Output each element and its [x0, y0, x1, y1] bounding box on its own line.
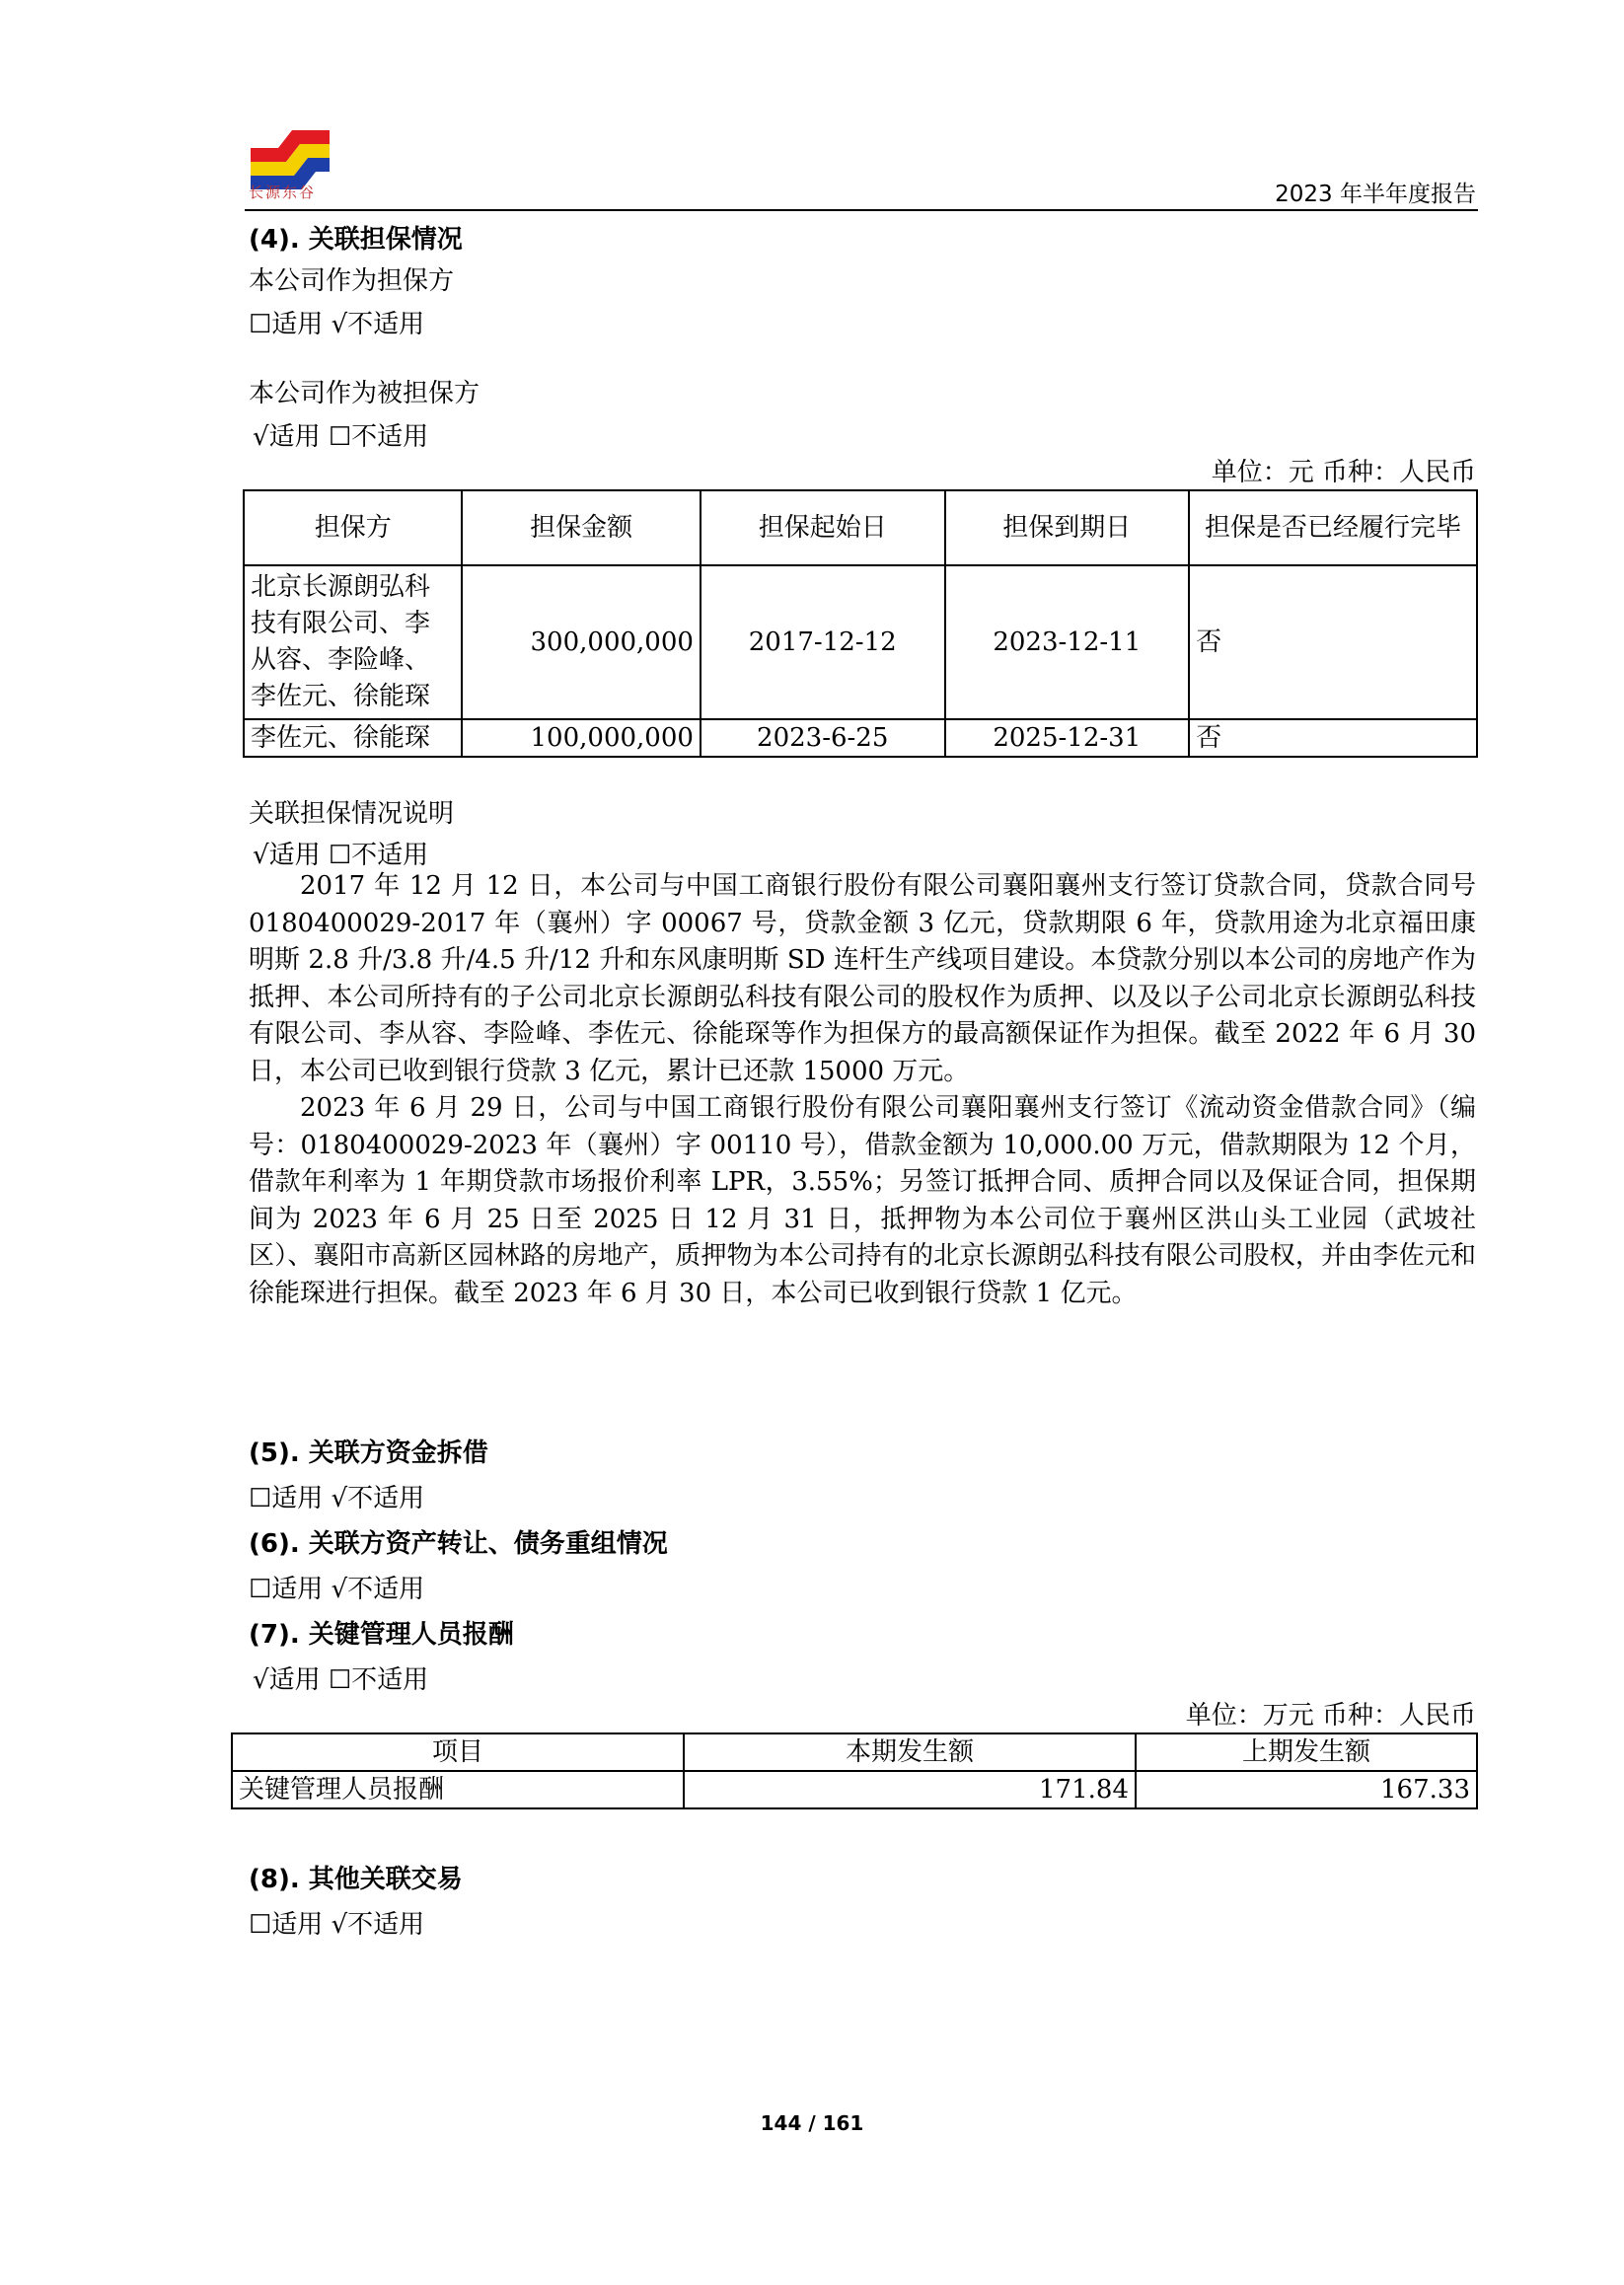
table-cell: 100,000,000 [462, 719, 701, 757]
page-number: 144 / 161 [760, 2111, 864, 2135]
table-header-cell: 项目 [232, 1733, 684, 1771]
explanation-paragraph: 2023 年 6 月 29 日，公司与中国工商银行股份有限公司襄阳襄州支行签订《流动资金借款合同》（编号：0180400029-2023 年（襄州）字 00110 号），借款金额为 10,000.00 万元，借款期限为 12 个月，借款年利率为 1 年期贷款市场报价利率 LPR，3.55%；另签订抵押合同、质押合同以及保证合同，担保期间为 2023 年 6 月 25 日至 2025 日 12 月 31 日，抵押物为本公司位于襄州区洪山头工业园（武坡社区）、襄阳市高新区园林路的房地产，质押物为本公司持有的北京长源朗弘科技有限公司股权，并由李佐元和徐能琛进行担保。截至 2023 年 6 月 30 日，本公司已收到银行贷款 1 亿元。 [249, 1093, 1476, 1308]
table-cell: 300,000,000 [462, 565, 701, 719]
section-6-option: ☐适用 √不适用 [249, 1575, 425, 1604]
table-header-cell: 担保方 [244, 490, 462, 565]
table-row [244, 719, 1477, 757]
explanation-text [249, 868, 1476, 1312]
compensation-unit: 单位：万元 币种：人民币 [1185, 1701, 1476, 1731]
compensation-table [231, 1732, 1478, 1809]
section-6-heading: (6). 关联方资产转让、债务重组情况 [249, 1529, 668, 1559]
table-header-cell: 担保是否已经履行完毕 [1189, 490, 1477, 565]
table-cell: 171.84 [684, 1771, 1136, 1808]
report-title: 2023 年半年度报告 [1275, 182, 1476, 207]
table-row [244, 565, 1477, 719]
table-cell: 167.33 [1136, 1771, 1477, 1808]
section-8-option: ☐适用 √不适用 [249, 1910, 425, 1940]
table-cell: 北京长源朗弘科技有限公司、李从容、李险峰、李佐元、徐能琛 [244, 565, 462, 719]
section-5-heading: (5). 关联方资金拆借 [249, 1438, 488, 1468]
as-guarantor-option: ☐适用 √不适用 [249, 310, 425, 339]
guarantee-unit: 单位：元 币种：人民币 [1211, 458, 1476, 487]
table-cell: 2023-6-25 [701, 719, 945, 757]
as-guaranteed-option: √适用 ☐不适用 [253, 422, 429, 452]
section-4-heading: (4). 关联担保情况 [249, 225, 463, 255]
explanation-option: √适用 ☐不适用 [253, 841, 429, 870]
table-header-cell: 担保起始日 [701, 490, 945, 565]
table-cell: 2023-12-11 [945, 565, 1190, 719]
section-7-option: √适用 ☐不适用 [253, 1665, 429, 1695]
table-header-cell: 上期发生额 [1136, 1733, 1477, 1771]
table-header-cell: 担保到期日 [945, 490, 1190, 565]
guarantee-table [243, 489, 1478, 758]
table-cell: 2017-12-12 [701, 565, 945, 719]
table-header-row [244, 490, 1477, 565]
as-guaranteed-label: 本公司作为被担保方 [249, 379, 480, 408]
as-guarantor-label: 本公司作为担保方 [249, 266, 455, 296]
logo-text: 长源东谷 [249, 184, 317, 201]
table-row [232, 1771, 1477, 1808]
table-header-row [232, 1733, 1477, 1771]
explanation-label: 关联担保情况说明 [249, 799, 455, 829]
table-cell: 2025-12-31 [945, 719, 1190, 757]
table-cell: 关键管理人员报酬 [232, 1771, 684, 1808]
section-7-heading: (7). 关键管理人员报酬 [249, 1620, 514, 1650]
table-cell: 否 [1189, 719, 1477, 757]
explanation-paragraph: 2017 年 12 月 12 日，本公司与中国工商银行股份有限公司襄阳襄州支行签订贷款合同，贷款合同号 0180400029-2017 年（襄州）字 00067 号，贷款金额 3 亿元，贷款期限 6 年，贷款用途为北京福田康明斯 2.8 升/3.8 升/4.5 升/12 升和东风康明斯 SD 连杆生产线项目建设。本贷款分别以本公司的房地产作为抵押、本公司所持有的子公司北京长源朗弘科技有限公司的股权作为质押、以及以子公司北京长源朗弘科技有限公司、李从容、李险峰、李佐元、徐能琛等作为担保方的最高额保证作为担保。截至 2022 年 6 月 30 日，本公司已收到银行贷款 3 亿元，累计已还款 15000 万元。 [249, 871, 1476, 1086]
table-cell: 否 [1189, 565, 1477, 719]
table-cell: 李佐元、徐能琛 [244, 719, 462, 757]
section-8-heading: (8). 其他关联交易 [249, 1865, 463, 1894]
table-header-cell: 本期发生额 [684, 1733, 1136, 1771]
header-divider [245, 209, 1478, 211]
section-5-option: ☐适用 √不适用 [249, 1484, 425, 1513]
table-header-cell: 担保金额 [462, 490, 701, 565]
